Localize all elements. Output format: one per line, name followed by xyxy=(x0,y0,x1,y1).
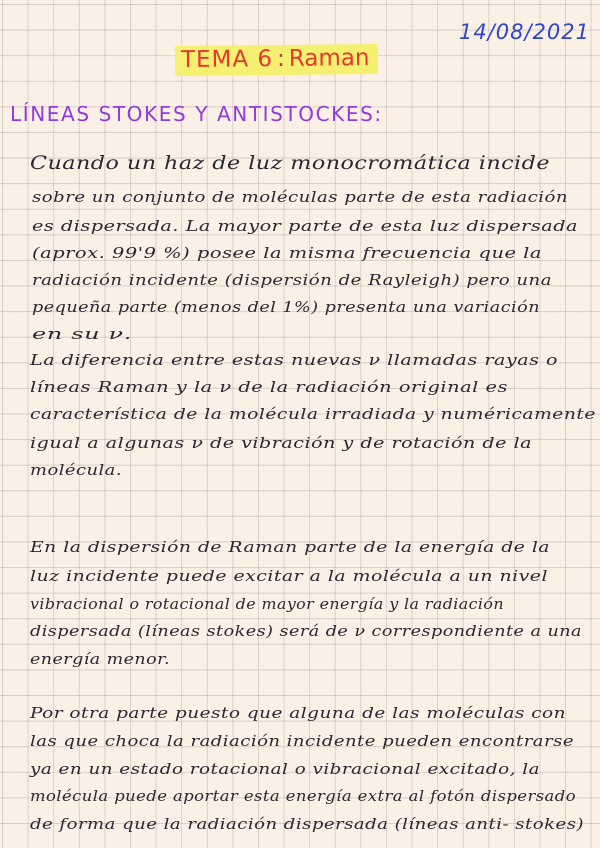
text-line: en su ν. xyxy=(32,325,132,343)
text-line: vibracional o rotacional de mayor energía y la radiación xyxy=(30,595,504,613)
text-line: molécula. xyxy=(30,461,122,479)
page-title xyxy=(175,44,378,76)
text-line: luz incidente puede excitar a la molécula a un nivel xyxy=(30,567,548,585)
title-topic: Raman xyxy=(288,45,370,72)
text-line: sobre un conjunto de moléculas parte de esta radiación xyxy=(32,188,568,206)
text-line: dispersada (líneas stokes) será de ν correspondiente a una xyxy=(30,622,582,640)
text-line: En la dispersión de Raman parte de la energía de la xyxy=(30,538,550,556)
text-line: pequeña parte (menos del 1%) presenta una variación xyxy=(32,298,540,316)
text-line: las que choca la radiación incidente pueden encontrarse xyxy=(30,732,574,750)
text-line: ya en un estado rotacional o vibracional excitado, la xyxy=(30,760,540,778)
text-line: líneas Raman y la ν de la radiación original es xyxy=(30,378,508,396)
text-line: Por otra parte puesto que alguna de las moléculas con xyxy=(30,704,566,722)
section-heading: LÍNEAS STOKES Y ANTISTOCKES: xyxy=(10,102,383,126)
text-line: es dispersada. La mayor parte de esta luz dispersada xyxy=(32,217,578,235)
text-line: radiación incidente (dispersión de Rayleigh) pero una xyxy=(32,271,552,289)
title-prefix: TEMA 6 xyxy=(180,46,274,73)
text-line: igual a algunas ν de vibración y de rotación de la xyxy=(30,434,532,452)
text-line: Cuando un haz de luz monocromática incide xyxy=(30,152,550,174)
date: 14/08/2021 xyxy=(458,20,590,44)
text-line: característica de la molécula irradiada y numéricamente xyxy=(30,405,596,423)
text-line: energía menor. xyxy=(30,650,170,668)
text-line: (aprox. 99'9 %) posee la misma frecuencia que la xyxy=(32,244,542,262)
text-line: molécula puede aportar esta energía extra al fotón dispersado xyxy=(30,787,576,805)
title-separator: : xyxy=(276,45,285,72)
text-line: La diferencia entre estas nuevas ν llamadas rayas o xyxy=(30,351,558,369)
text-line: de forma que la radiación dispersada (líneas anti- stokes) xyxy=(30,815,584,833)
